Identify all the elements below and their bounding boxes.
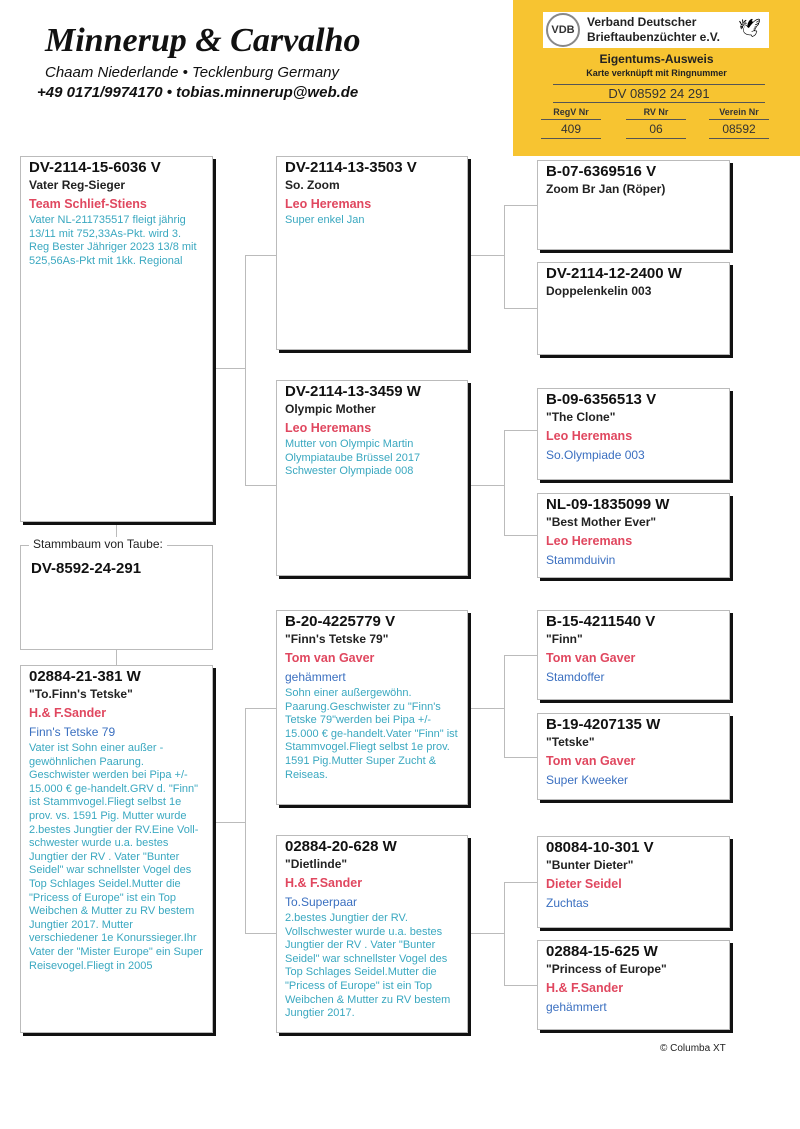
connector	[504, 205, 537, 206]
bird-name: "Finn's Tetske 79"	[285, 632, 389, 646]
subject-ring-number: DV-8592-24-291	[31, 560, 142, 577]
bird-note: Stammduivin	[546, 553, 616, 567]
connector	[504, 655, 505, 757]
bird-name: "Princess of Europe"	[546, 962, 667, 976]
connector	[468, 255, 504, 256]
bird-breeder: Leo Heremans	[546, 534, 633, 548]
pedigree-box-granddam-maternal	[276, 835, 468, 1033]
pedigree-box-ggs-3	[537, 610, 730, 700]
bird-ring: DV-2114-12-2400 W	[546, 265, 682, 282]
bird-breeder: H.& F.Sander	[546, 981, 624, 995]
ownership-card	[513, 0, 800, 156]
connector	[504, 430, 537, 431]
bird-name: "Finn"	[546, 632, 583, 646]
org-name: Verband Deutscher Brieftaubenzüchter e.V.	[587, 15, 720, 44]
bird-breeder: Leo Heremans	[546, 429, 633, 443]
card-header	[543, 12, 769, 48]
bird-ring: B-15-4211540 V	[546, 613, 656, 630]
connector	[245, 708, 276, 709]
bird-name: Doppelenkelin 003	[546, 284, 652, 298]
connector	[504, 205, 505, 308]
bird-ring: DV-2114-13-3459 W	[285, 383, 421, 400]
bird-ring: 02884-20-628 W	[285, 838, 397, 855]
connector	[245, 255, 276, 256]
card-field-rv: RV Nr 06	[626, 107, 686, 139]
card-subtitle: Karte verknüpft mit Ringnummer	[586, 68, 727, 78]
bird-name: "The Clone"	[546, 410, 616, 424]
bird-note: Finn's Tetske 79	[29, 725, 116, 739]
bird-name: "Tetske"	[546, 735, 595, 749]
pedigree-box-sire	[20, 156, 213, 522]
pigeon-icon: 🕊	[738, 18, 761, 38]
bird-desc: 2.bestes Jungtier der RV. Vollschwester wurde u.a. bestes Jungtier der RV . Vater "Bunter Seidel" war schnellster Vogel des Top Schlages Seidel.Mutter die "Pricess of Europe" ist ein Top Weibchen & Mutter zu RV bestem Jungtier 2017.	[285, 912, 451, 1020]
connector	[213, 368, 245, 369]
pedigree-box-granddam-paternal	[276, 380, 468, 576]
breeder-locations: Chaam Niederlande • Tecklenburg Germany	[45, 64, 340, 81]
connector	[504, 430, 505, 535]
connector	[504, 308, 537, 309]
bird-ring: B-20-4225779 V	[285, 613, 396, 630]
subject-label: Stammbaum von Taube:	[29, 537, 167, 551]
connector	[504, 655, 537, 656]
bird-desc: Vater ist Sohn einer außer -gewöhnlichen Paarung. Geschwister werden bei Pipa +/- 15.000 € ge-handelt.GRV d. "Finn" ist Stammvogel.Fliegt selbst 1e prov. vs. 1591 Pig. Mutter wurde 2.bestes Jungtier der RV.Eine Voll-schwester wurde u.a. bestes Jungtier der RV . Vater "Bunter Seidel" war schnellster Vogel des Top Schlages Seidel.Mutter die "Pricess of Europe" ist ein Top Weibchen & Mutter zu RV bestem Jungtier 2017. Mutter verschiedener 1e Konurssieger.Ihr Vater der "Mister Europe" ein Super Reisevogel.Fliegt in 2005	[29, 742, 203, 972]
card-field-verein: Verein Nr 08592	[709, 107, 769, 139]
connector	[504, 882, 505, 985]
bird-note: gehämmert	[285, 670, 346, 684]
bird-name: Olympic Mother	[285, 402, 376, 416]
connector	[468, 708, 504, 709]
pedigree-box-ggs-1	[537, 160, 730, 250]
connector	[213, 822, 245, 823]
copyright: © Columba XT	[660, 1043, 726, 1054]
bird-breeder: Team Schlief-Stiens	[29, 197, 147, 211]
bird-breeder: Tom van Gaver	[285, 651, 375, 665]
card-field-regv: RegV Nr 409	[541, 107, 601, 139]
bird-desc: Mutter von Olympic Martin Olympiataube Brüssel 2017 Schwester Olympiade 008	[285, 438, 421, 478]
bird-note: Super Kweeker	[546, 773, 629, 787]
connector	[468, 933, 504, 934]
bird-breeder: Tom van Gaver	[546, 754, 636, 768]
connector	[504, 985, 537, 986]
card-title: Eigentums-Ausweis	[599, 52, 714, 66]
subject-pigeon-box	[20, 537, 213, 650]
bird-note: Stamdoffer	[546, 670, 605, 684]
bird-breeder: Leo Heremans	[285, 421, 372, 435]
bird-note: Zuchtas	[546, 896, 589, 910]
bird-ring: DV-2114-15-6036 V	[29, 159, 161, 176]
bird-breeder: Tom van Gaver	[546, 651, 636, 665]
bird-desc: Vater NL-211735517 fleigt jährig 13/11 mit 752,33As-Pkt. wird 3. Reg Bester Jähriger 2023 13/8 mit 525,56As-Pkt mit 1kk. Regional	[29, 214, 197, 267]
bird-ring: 02884-15-625 W	[546, 943, 658, 960]
bird-breeder: Dieter Seidel	[546, 877, 622, 891]
connector	[245, 708, 246, 933]
pedigree-box-ggs-4	[537, 836, 730, 928]
bird-breeder: Leo Heremans	[285, 197, 372, 211]
bird-ring: B-07-6369516 V	[546, 163, 657, 180]
pedigree-box-ggd-4	[537, 940, 730, 1030]
bird-note: So.Olympiade 003	[546, 448, 645, 462]
pedigree-box-ggd-3	[537, 713, 730, 800]
bird-note: To.Superpaar	[285, 895, 358, 909]
bird-name: "Dietlinde"	[285, 857, 348, 871]
connector	[468, 485, 504, 486]
breeder-title: Minnerup & Carvalho	[45, 22, 361, 59]
pedigree-box-grandsire-maternal	[276, 610, 468, 805]
connector	[504, 882, 537, 883]
bird-ring: 02884-21-381 W	[29, 668, 141, 685]
breeder-contact: +49 0171/9974170 • tobias.minnerup@web.de	[37, 84, 359, 101]
bird-name: "Best Mother Ever"	[546, 515, 657, 529]
card-ring-number: DV 08592 24 291	[553, 84, 765, 103]
bird-note: gehämmert	[546, 1000, 607, 1014]
bird-name: Vater Reg-Sieger	[29, 178, 126, 192]
bird-ring: B-19-4207135 W	[546, 716, 661, 733]
bird-desc: Super enkel Jan	[285, 214, 365, 226]
bird-desc: Sohn einer außergewöhn. Paarung.Geschwister zu "Finn's Tetske 79"werden bei Pipa +/- 15.000 € ge-handelt.Vater "Finn" ist Stammvogel.Fliegt selbst 1e prov. 1591 Pig.Mutter Super Zucht & Reiseas.	[285, 687, 458, 781]
connector	[245, 933, 276, 934]
pedigree-box-dam	[20, 665, 213, 1033]
bird-name: "To.Finn's Tetske"	[29, 687, 133, 701]
bird-ring: DV-2114-13-3503 V	[285, 159, 417, 176]
bird-name: So. Zoom	[285, 178, 340, 192]
pedigree-box-ggs-2	[537, 388, 730, 480]
bird-name: Zoom Br Jan (Röper)	[546, 182, 666, 196]
connector	[116, 650, 117, 665]
vdb-logo-icon: VDB	[546, 13, 580, 47]
bird-ring: NL-09-1835099 W	[546, 496, 670, 513]
pedigree-box-grandsire-paternal	[276, 156, 468, 350]
connector	[245, 255, 246, 485]
connector	[504, 757, 537, 758]
bird-name: "Bunter Dieter"	[546, 858, 634, 872]
bird-ring: 08084-10-301 V	[546, 839, 654, 856]
pedigree-box-ggd-1	[537, 262, 730, 355]
pedigree-box-ggd-2	[537, 493, 730, 578]
bird-breeder: H.& F.Sander	[285, 876, 363, 890]
bird-breeder: H.& F.Sander	[29, 706, 107, 720]
connector	[504, 535, 537, 536]
bird-ring: B-09-6356513 V	[546, 391, 657, 408]
connector	[245, 485, 276, 486]
